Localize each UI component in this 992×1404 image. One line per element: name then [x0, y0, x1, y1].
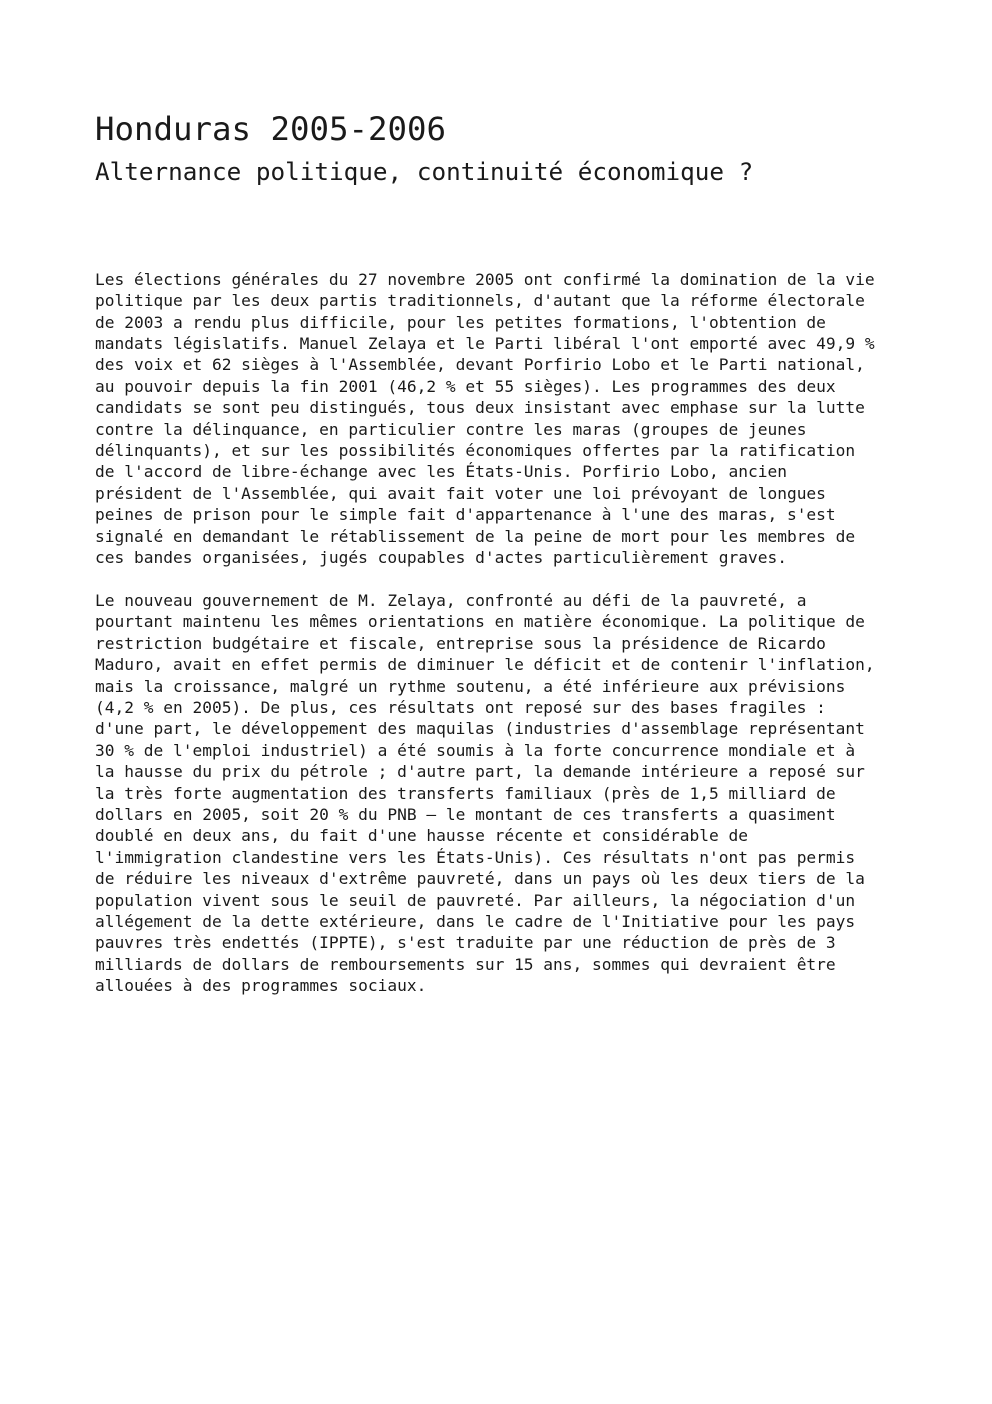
- document-subtitle: Alternance politique, continuité économique ?: [95, 157, 754, 187]
- paragraph-1: [95, 269, 905, 569]
- paragraph-line: mais la croissance, malgré un rythme soutenu, a été inférieure aux prévisions: [95, 676, 846, 696]
- document-body: [95, 269, 905, 997]
- paragraph-line: allouées à des programmes sociaux.: [95, 976, 427, 996]
- paragraph-line: signalé en demandant le rétablissement de la peine de mort pour les membres de: [95, 526, 856, 546]
- paragraph-line: d'une part, le développement des maquilas (industries d'assemblage représentant: [95, 719, 865, 739]
- paragraph-line: milliards de dollars de remboursements sur 15 ans, sommes qui devraient être: [95, 954, 836, 974]
- paragraph-line: dollars en 2005, soit 20 % du PNB – le montant de ces transferts a quasiment: [95, 804, 836, 824]
- paragraph-line: la hausse du prix du pétrole ; d'autre part, la demande intérieure a reposé sur: [95, 762, 865, 782]
- paragraph-line: doublé en deux ans, du fait d'une hausse récente et considérable de: [95, 826, 748, 846]
- paragraph-line: président de l'Assemblée, qui avait fait voter une loi prévoyant de longues: [95, 483, 826, 503]
- paragraph-line: l'immigration clandestine vers les États-Unis). Ces résultats n'ont pas permis: [95, 847, 856, 867]
- paragraph-line: au pouvoir depuis la fin 2001 (46,2 % et 55 sièges). Les programmes des deux: [95, 376, 836, 396]
- paragraph-line: (4,2 % en 2005). De plus, ces résultats ont reposé sur des bases fragiles :: [95, 697, 826, 717]
- paragraph-line: politique par les deux partis traditionnels, d'autant que la réforme électorale: [95, 291, 865, 311]
- paragraph-line: Maduro, avait en effet permis de diminuer le déficit et de contenir l'inflation,: [95, 655, 875, 675]
- paragraph-line: mandats législatifs. Manuel Zelaya et le Parti libéral l'ont emporté avec 49,9 %: [95, 334, 875, 354]
- paragraph-line: contre la délinquance, en particulier contre les maras (groupes de jeunes: [95, 419, 807, 439]
- paragraph-line: de réduire les niveaux d'extrême pauvreté, dans un pays où les deux tiers de la: [95, 869, 865, 889]
- paragraph-line: la très forte augmentation des transferts familiaux (près de 1,5 milliard de: [95, 783, 836, 803]
- paragraph-line: Les élections générales du 27 novembre 2005 ont confirmé la domination de la vie: [95, 269, 875, 289]
- paragraph-line: restriction budgétaire et fiscale, entreprise sous la présidence de Ricardo: [95, 633, 826, 653]
- paragraph-line: allégement de la dette extérieure, dans le cadre de l'Initiative pour les pays: [95, 911, 856, 931]
- paragraph-line: pourtant maintenu les mêmes orientations en matière économique. La politique de: [95, 612, 865, 632]
- paragraph-2: [95, 590, 905, 997]
- paragraph-line: candidats se sont peu distingués, tous deux insistant avec emphase sur la lutte: [95, 398, 865, 418]
- paragraph-line: de l'accord de libre-échange avec les États-Unis. Porfirio Lobo, ancien: [95, 462, 787, 482]
- paragraph-line: population vivent sous le seuil de pauvreté. Par ailleurs, la négociation d'un: [95, 890, 856, 910]
- paragraph-line: de 2003 a rendu plus difficile, pour les petites formations, l'obtention de: [95, 312, 826, 332]
- paragraph-line: pauvres très endettés (IPPTE), s'est traduite par une réduction de près de 3: [95, 933, 836, 953]
- document-title: Honduras 2005-2006: [95, 110, 447, 148]
- paragraph-line: ces bandes organisées, jugés coupables d'actes particulièrement graves.: [95, 548, 787, 568]
- paragraph-line: délinquants), et sur les possibilités économiques offertes par la ratification: [95, 441, 856, 461]
- paragraph-line: des voix et 62 sièges à l'Assemblée, devant Porfirio Lobo et le Parti national,: [95, 355, 865, 375]
- paragraph-line: Le nouveau gouvernement de M. Zelaya, confronté au défi de la pauvreté, a: [95, 590, 807, 610]
- paragraph-line: peines de prison pour le simple fait d'appartenance à l'une des maras, s'est: [95, 505, 836, 525]
- paragraph-line: 30 % de l'emploi industriel) a été soumis à la forte concurrence mondiale et à: [95, 740, 856, 760]
- document-page: [95, 110, 905, 997]
